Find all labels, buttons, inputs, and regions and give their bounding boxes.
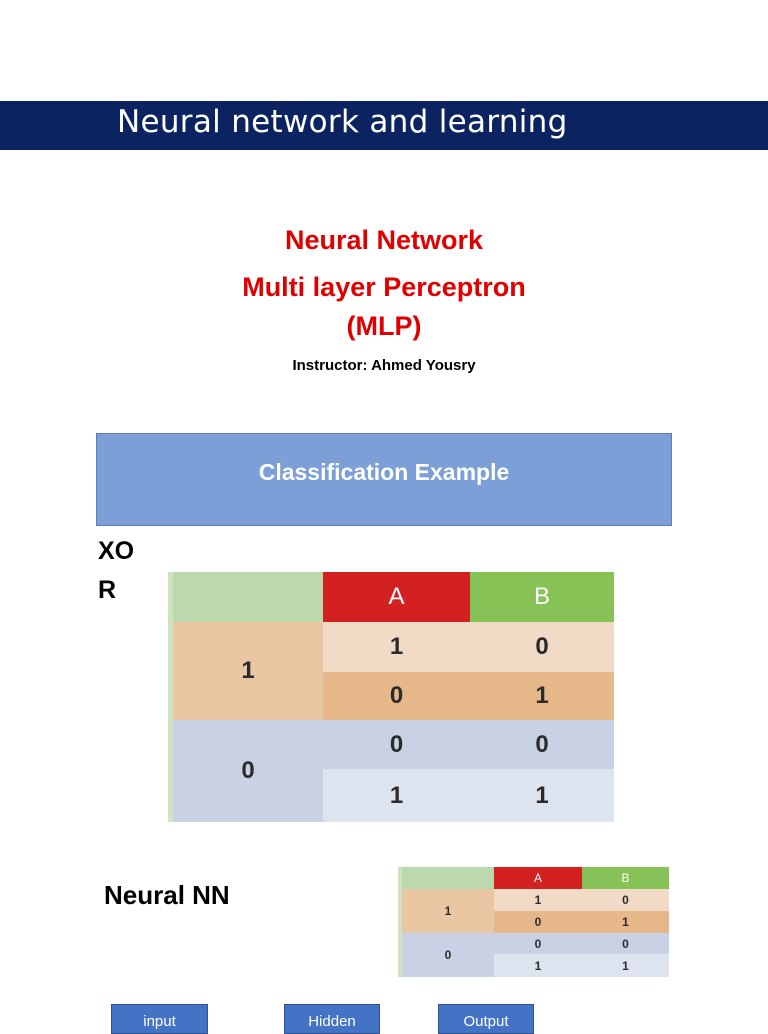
table-header-empty	[173, 572, 323, 622]
group-label-1: 1	[402, 889, 494, 933]
title-mlp-abbrev: (MLP)	[346, 311, 422, 341]
instructor-line: Instructor: Ahmed Yousry	[292, 357, 476, 374]
table-cell: 1	[582, 911, 669, 933]
table-cell: 0	[470, 720, 614, 769]
table-cell: 1	[323, 769, 470, 822]
group-label-1: 1	[173, 622, 323, 720]
table-cell: 1	[470, 672, 614, 720]
table-cell: 1	[323, 622, 470, 672]
slide-header-title: Neural network and learning	[117, 104, 568, 140]
output-layer-button[interactable]: Output	[438, 1004, 534, 1034]
table-header-b: B	[582, 867, 669, 889]
xor-table-small	[398, 867, 669, 977]
hidden-layer-button[interactable]: Hidden	[284, 1004, 380, 1034]
classification-example-label: Classification Example	[258, 459, 510, 485]
xor-label: XOR	[98, 537, 135, 604]
table-cell: 0	[470, 622, 614, 672]
table-header-a: A	[323, 572, 470, 622]
table-cell: 1	[494, 889, 582, 911]
table-cell: 0	[323, 720, 470, 769]
neural-nn-label: Neural NN	[104, 880, 230, 910]
table-cell: 1	[494, 954, 582, 977]
table-cell: 1	[582, 954, 669, 977]
table-cell: 0	[582, 933, 669, 954]
input-layer-button[interactable]: input	[111, 1004, 208, 1034]
group-label-0: 0	[173, 720, 323, 822]
table-header-empty	[402, 867, 494, 889]
table-header-b: B	[470, 572, 614, 622]
table-cell: 0	[494, 911, 582, 933]
table-cell: 0	[494, 933, 582, 954]
group-label-0: 0	[402, 933, 494, 977]
table-header-a: A	[494, 867, 582, 889]
table-cell: 0	[323, 672, 470, 720]
table-cell: 1	[470, 769, 614, 822]
table-cell: 0	[582, 889, 669, 911]
xor-table-large	[168, 572, 614, 822]
title-mlp-full: Multi layer Perceptron	[242, 272, 526, 302]
title-neural-network: Neural Network	[284, 225, 484, 255]
